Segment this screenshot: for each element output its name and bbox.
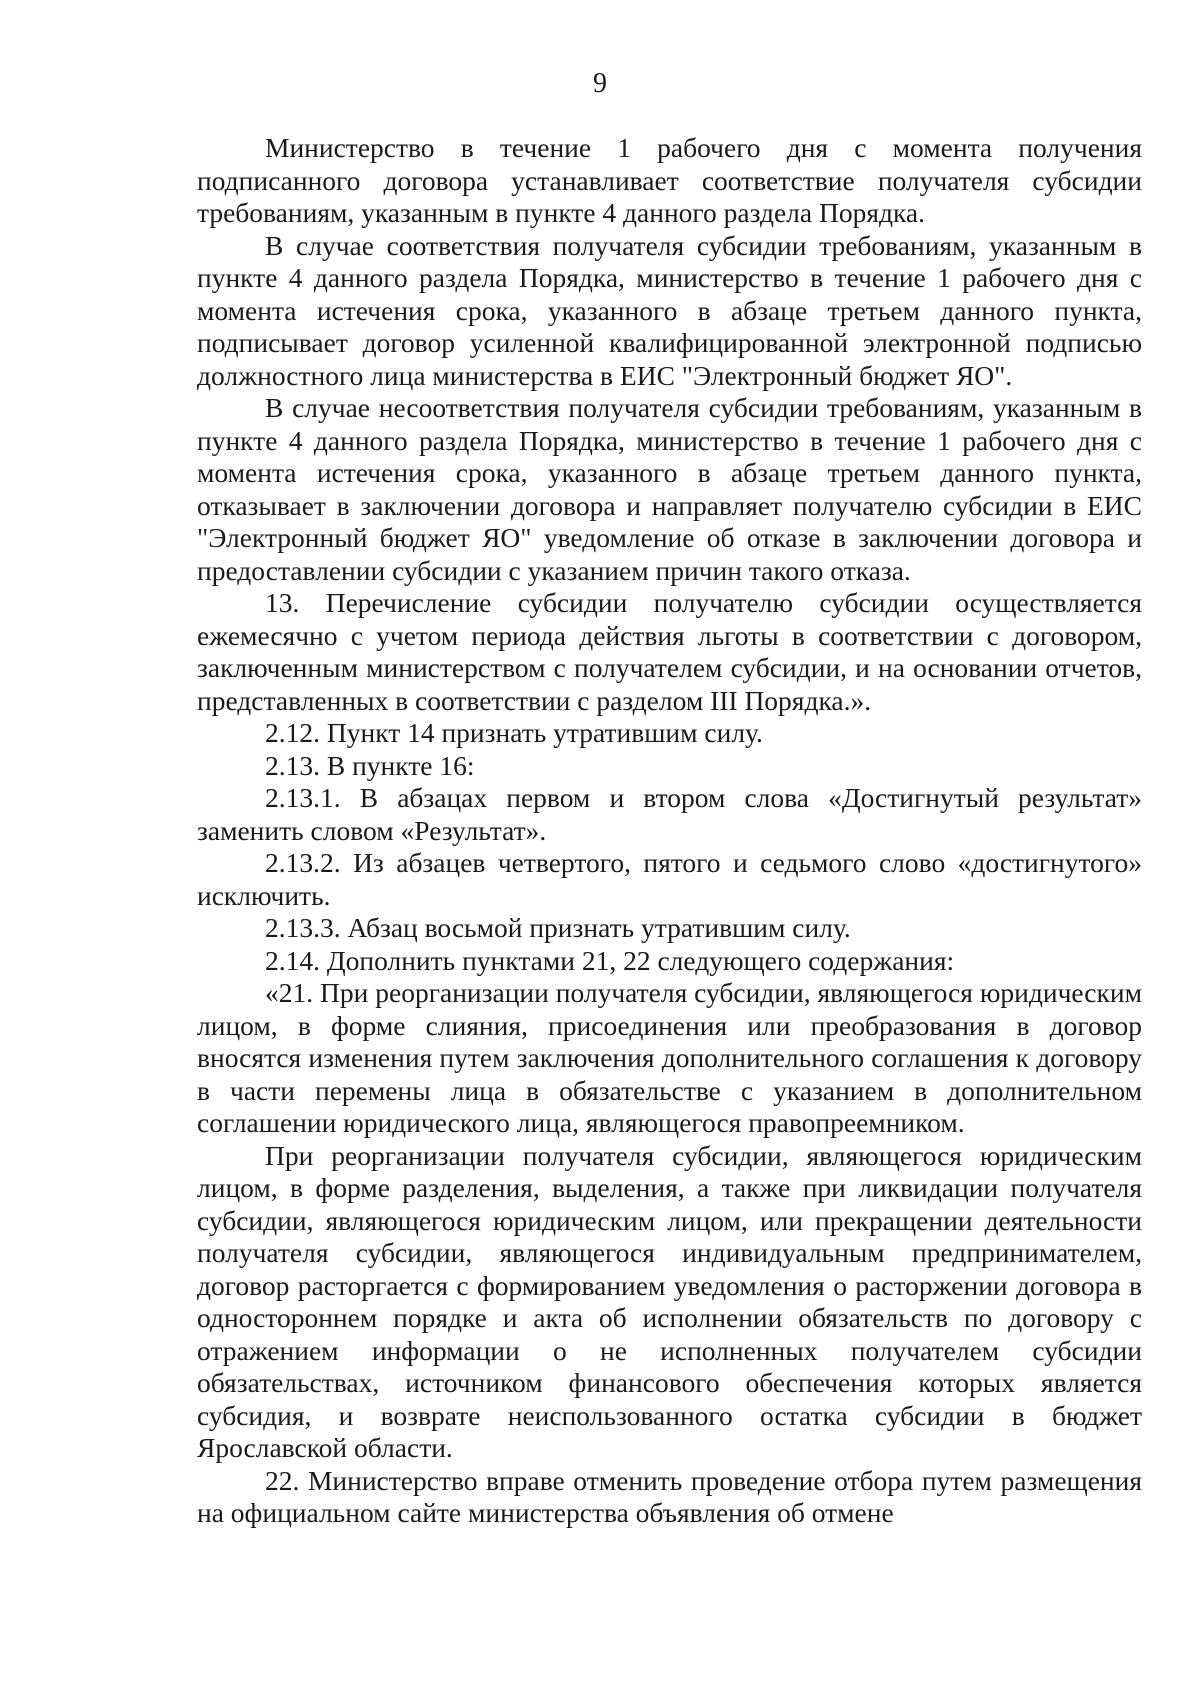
paragraph: В случае соответствия получателя субсидии требованиям, указанным в пункте 4 данного раздела Порядка, министерство в течение 1 рабочего дня с момента истечения срока, указанного в абзаце третьем данного пункта, подписывает договор усиленной квалифицированной электронной подписью должностного лица министерства в ЕИС "Электронный бюджет ЯО".: [197, 229, 1142, 391]
paragraph: При реорганизации получателя субсидии, являющегося юридическим лицом, в форме разделения, выделения, а также при ликвидации получателя субсидии, являющегося юридическим лицом, или прекращении деятельности получателя субсидии, являющегося индивидуальным предпринимателем, договор расторгается с формированием уведомления о расторжении договора в одностороннем порядке и акта об исполнении обязательств по договору с отражением информации о не исполненных получателем субсидии обязательствах, источником финансового обеспечения которых является субсидия, и возврате неиспользованного остатка субсидии в бюджет Ярославской области.: [197, 1139, 1142, 1463]
paragraph: Министерство в течение 1 рабочего дня с момента получения подписанного договора устанавливает соответствие получателя субсидии требованиям, указанным в пункте 4 данного раздела Порядка.: [197, 132, 1142, 228]
paragraph: 22. Министерство вправе отменить проведение отбора путем размещения на официальном сайте министерства объявления об отмене: [197, 1464, 1142, 1528]
page-number: 9: [593, 68, 607, 99]
paragraph: В случае несоответствия получателя субсидии требованиям, указанным в пункте 4 данного раздела Порядка, министерство в течение 1 рабочего дня с момента истечения срока, указанного в абзаце третьем данного пункта, отказывает в заключении договора и направляет получателю субсидии в ЕИС "Электронный бюджет ЯО" уведомление об отказе в заключении договора и предоставлении субсидии с указанием причин такого отказа.: [197, 392, 1142, 586]
paragraph: 2.12. Пункт 14 признать утратившим силу.: [265, 717, 763, 748]
paragraph: 2.13.3. Абзац восьмой признать утратившим силу.: [265, 912, 851, 943]
paragraph: «21. При реорганизации получателя субсидии, являющегося юридическим лицом, в форме слияния, присоединения или преобразования в договор вносятся изменения путем заключения дополнительного соглашения к договору в части перемены лица в обязательстве с указанием в дополнительном соглашении юридического лица, являющегося правопреемником.: [197, 977, 1142, 1138]
paragraph: 2.14. Дополнить пунктами 21, 22 следующего содержания:: [265, 944, 955, 976]
paragraph: 2.13. В пункте 16:: [265, 749, 475, 781]
paragraph: 2.13.1. В абзацах первом и втором слова «Достигнутый результат» заменить словом «Результат».: [197, 782, 1142, 846]
paragraph: 13. Перечисление субсидии получателю субсидии осуществляется ежемесячно с учетом периода действия льготы в соответствии с договором, заключенным министерством с получателем субсидии, и на основании отчетов, представленных в соответствии с разделом III Порядка.».: [197, 587, 1142, 716]
document-body: [197, 132, 1142, 1530]
paragraph: 2.13.2. Из абзацев четвертого, пятого и седьмого слово «достигнутого» исключить.: [197, 847, 1142, 911]
